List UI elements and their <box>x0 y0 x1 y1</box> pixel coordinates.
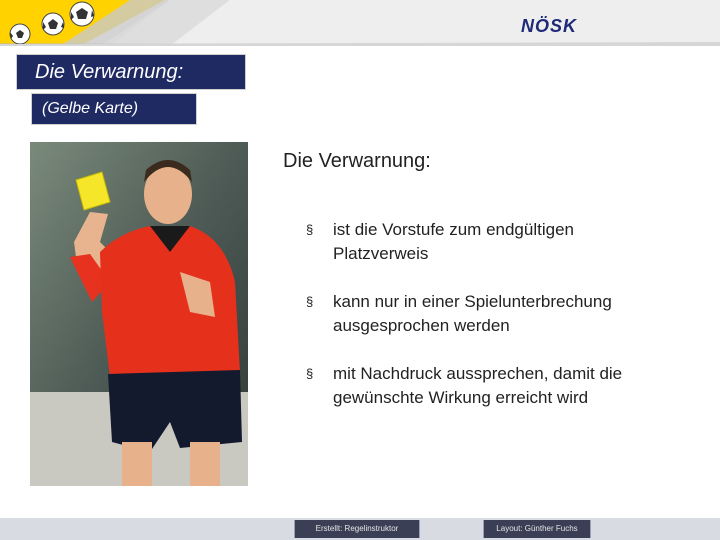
header-banner <box>0 0 720 46</box>
bullet-list <box>306 218 706 434</box>
bullet-marker: § <box>306 294 314 309</box>
bullet-marker: § <box>306 222 314 237</box>
slide-title: Die Verwarnung: <box>16 54 246 90</box>
bullet-text-line: mit Nachdruck aussprechen, damit die <box>333 364 623 383</box>
bullet-text-line: ist die Vorstufe zum endgültigen <box>333 220 574 239</box>
footer-layout: Layout: Günther Fuchs <box>483 520 591 538</box>
bullet-item <box>306 290 706 338</box>
bullet-item <box>306 218 706 266</box>
footer-bar <box>0 518 720 540</box>
footer-created: Erstellt: Regelinstruktor <box>294 520 420 538</box>
slide-subtitle: (Gelbe Karte) <box>31 93 197 125</box>
bullet-text-line: kann nur in einer Spielunterbrechung <box>333 292 612 311</box>
content-heading: Die Verwarnung: <box>283 150 431 172</box>
header-swoosh <box>0 0 720 46</box>
bullet-marker: § <box>306 366 314 381</box>
bullet-text-line: Platzverweis <box>333 244 429 263</box>
bullet-text-line: ausgesprochen werden <box>333 316 510 335</box>
brand-logo-text: NÖSK <box>521 16 578 36</box>
bullet-text-line: gewünschte Wirkung erreicht wird <box>333 388 589 407</box>
referee-photo <box>30 142 248 486</box>
bullet-item <box>306 362 706 410</box>
soccer-balls-icon <box>0 0 100 44</box>
